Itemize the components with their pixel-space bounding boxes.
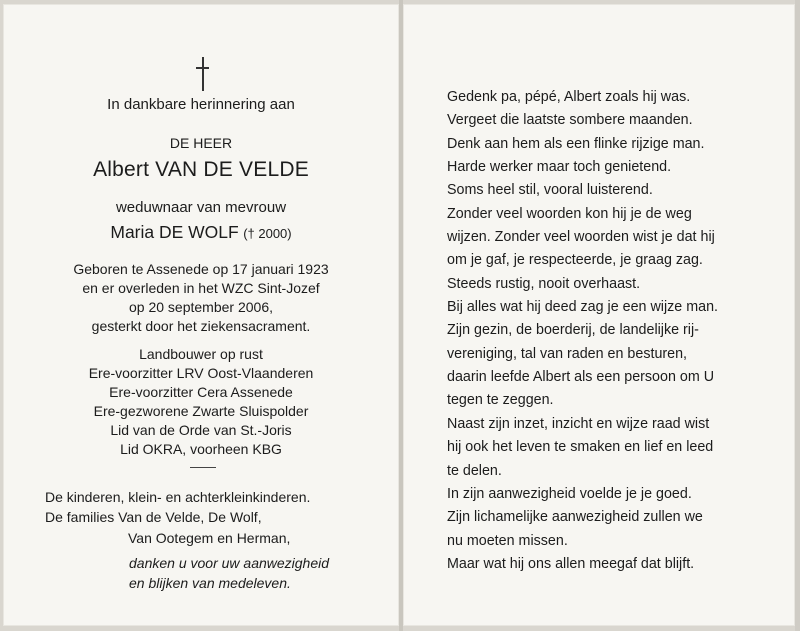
- poem-line: Vergeet die laatste sombere maanden.: [447, 112, 693, 129]
- poem-line: hij ook het leven te smaken en lief en leed: [447, 439, 714, 456]
- poem-line: Maar wat hij ons allen meegaf dat blijft.: [447, 555, 695, 572]
- bio-line: en er overleden in het WZC Sint-Jozef: [82, 280, 320, 296]
- bio-line: gesterkt door het ziekensacrament.: [91, 318, 311, 334]
- poem-line: Zijn lichamelijke aanwezigheid zullen we: [447, 509, 703, 526]
- deceased-name: Albert VAN DE VELDE: [93, 158, 309, 181]
- title-line: Lid van de Orde van St.-Joris: [110, 422, 292, 438]
- poem-line: Harde werker maar toch genietend.: [447, 159, 672, 176]
- poem-line: Zijn gezin, de boerderij, de landelijke rij-: [447, 322, 699, 339]
- poem-line: tegen te zeggen.: [447, 392, 554, 409]
- title-line: Landbouwer op rust: [139, 346, 263, 362]
- poem-line: Steeds rustig, nooit overhaast.: [447, 275, 641, 292]
- cross-icon: [194, 57, 212, 91]
- spouse-death: († 2000): [243, 226, 292, 241]
- title-line: Lid OKRA, voorheen KBG: [120, 441, 282, 457]
- title-line: Ere-voorzitter Cera Assenede: [109, 384, 293, 400]
- poem-line: om je gaf, je respecteerde, je graag zag.: [447, 252, 703, 269]
- thanks-line: danken u voor uw aanwezigheid: [129, 555, 330, 571]
- title-line: Ere-gezworene Zwarte Sluispolder: [93, 403, 309, 419]
- family-line: Van Ootegem en Herman,: [128, 530, 291, 546]
- poem-line: Bij alles wat hij deed zag je een wijze man.: [447, 299, 718, 316]
- card-fold: [399, 0, 403, 631]
- divider: [190, 467, 216, 468]
- poem-line: Gedenk pa, pépé, Albert zoals hij was.: [447, 89, 691, 105]
- poem-line: Soms heel stil, vooral luisterend.: [447, 182, 653, 199]
- poem-line: daarin leefde Albert als een persoon om U: [447, 369, 715, 386]
- intro-text: In dankbare herinnering aan: [107, 96, 295, 113]
- poem-line: Denk aan hem als een flinke rijzige man.: [447, 135, 705, 152]
- title-line: Ere-voorzitter LRV Oost-Vlaanderen: [88, 365, 314, 381]
- widower-text: weduwnaar van mevrouw: [115, 199, 287, 216]
- memorial-poem: [447, 86, 767, 576]
- thanks-line: en blijken van medeleven.: [129, 575, 291, 591]
- poem-line: In zijn aanwezigheid voelde je je goed.: [447, 485, 692, 502]
- spouse-name: Maria DE WOLF: [110, 222, 239, 242]
- title-heer: DE HEER: [169, 135, 233, 151]
- bio-line: op 20 september 2006,: [129, 299, 273, 315]
- bio-line: Geboren te Assenede op 17 januari 1923: [73, 261, 329, 277]
- poem-line: Zonder veel woorden kon hij je de weg: [447, 205, 692, 222]
- poem-line: nu moeten missen.: [447, 532, 568, 549]
- family-line: De families Van de Velde, De Wolf,: [45, 509, 262, 525]
- card-edge: [795, 0, 800, 631]
- spouse-line: [3, 222, 399, 243]
- family-line: De kinderen, klein- en achterkleinkinderen.: [45, 489, 311, 505]
- poem-line: vereniging, tal van raden en besturen,: [447, 345, 688, 362]
- poem-line: te delen.: [447, 462, 502, 479]
- poem-line: wijzen. Zonder veel woorden wist je dat hij: [447, 229, 715, 246]
- poem-line: Naast zijn inzet, inzicht en wijze raad wist: [447, 415, 710, 432]
